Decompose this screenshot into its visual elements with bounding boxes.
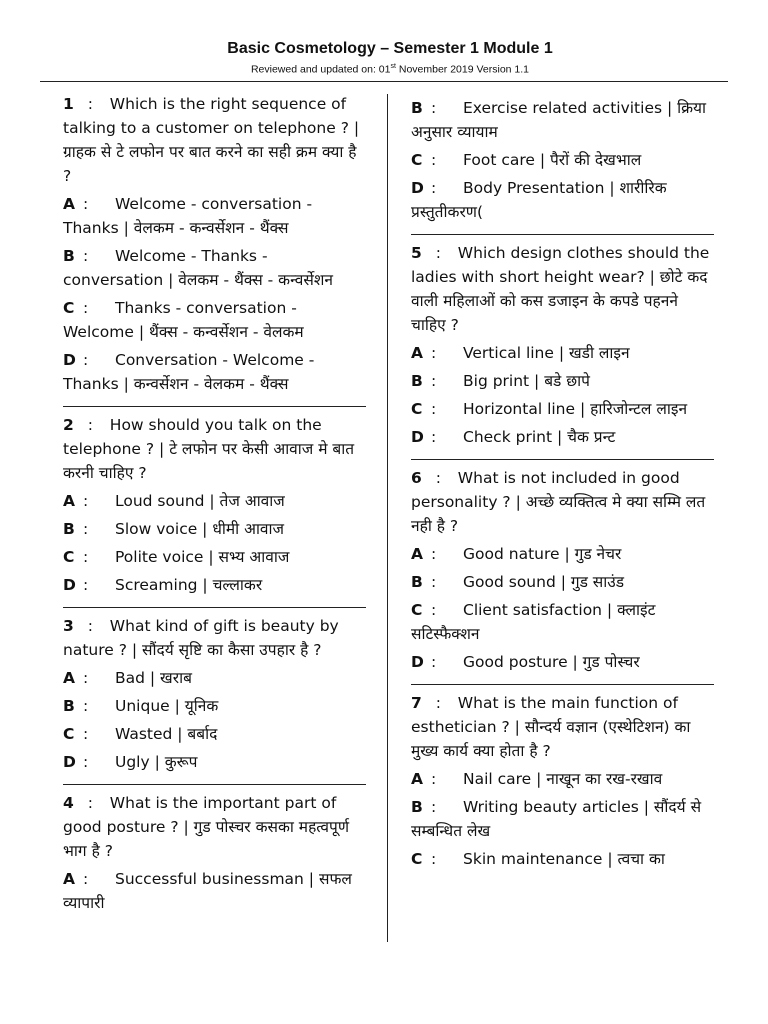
answer-option — [411, 598, 714, 646]
answer-option — [63, 750, 366, 774]
option-colon: : — [431, 99, 437, 117]
question-block — [411, 234, 714, 449]
answer-option — [63, 348, 366, 396]
answer-option — [411, 425, 714, 449]
option-key: A — [63, 669, 75, 687]
right-column — [411, 92, 714, 877]
question-colon: : — [87, 416, 94, 434]
option-text: Client satisfaction | क्लाइंट सटिस्फैक्शन — [411, 601, 656, 643]
subtitle-superscript: st — [390, 63, 396, 70]
option-text: Slow voice | धीमी आवाज — [115, 520, 285, 538]
option-colon: : — [83, 195, 89, 213]
answer-option — [63, 192, 366, 240]
answer-option — [411, 148, 714, 172]
question-number: 5 — [411, 244, 422, 262]
option-text: Successful businessman | सफल व्यापारी — [63, 870, 352, 912]
option-key: D — [63, 351, 76, 369]
question-text: Which design clothes should the ladies with short height wear? | छोटे कद वाली महिलाओं को कस डजाइन के कपडे पहनने चाहिए ? — [411, 244, 710, 334]
question-stem — [411, 466, 714, 538]
answer-option — [63, 722, 366, 746]
question-number: 4 — [63, 794, 74, 812]
question-number: 1 — [63, 95, 74, 113]
option-text: Ugly | कुरूप — [115, 753, 198, 771]
option-key: B — [411, 798, 423, 816]
option-key: A — [411, 344, 423, 362]
option-key: B — [63, 697, 75, 715]
question-colon: : — [435, 469, 442, 487]
subtitle-prefix: Reviewed and updated on: 01 — [250, 63, 391, 76]
option-key: D — [63, 753, 76, 771]
question-block — [411, 96, 714, 224]
question-colon: : — [87, 794, 94, 812]
option-text: Vertical line | खडी लाइन — [463, 344, 630, 362]
answer-option — [411, 767, 714, 791]
answer-option — [411, 542, 714, 566]
option-colon: : — [431, 798, 437, 816]
question-number: 6 — [411, 469, 422, 487]
question-text: How should you talk on the telephone ? | टे लफोन पर केसी आवाज मे बात करनी चाहिए ? — [63, 416, 355, 482]
answer-option — [411, 397, 714, 421]
answer-option — [411, 650, 714, 674]
option-text: Big print | बडे छापे — [463, 372, 590, 390]
document-header — [0, 40, 768, 76]
question-stem — [63, 92, 366, 188]
option-text: Wasted | बर्बाद — [115, 725, 218, 743]
header-divider — [40, 81, 728, 82]
question-block — [63, 784, 366, 915]
answer-option — [411, 369, 714, 393]
answer-option — [63, 545, 366, 569]
option-key: A — [63, 195, 75, 213]
answer-option — [63, 489, 366, 513]
option-text: Thanks - conversation - Welcome | थैंक्स - कन्वर्सेशन - वेलकम — [63, 299, 304, 341]
document-subtitle — [12, 63, 768, 76]
question-colon: : — [435, 694, 442, 712]
answer-option — [63, 666, 366, 690]
answer-option — [411, 847, 714, 871]
question-text: What is not included in good personality ? | अच्छे व्यक्तित्व मे क्या सम्मि लत नही है ? — [411, 469, 706, 535]
question-block — [411, 459, 714, 674]
option-colon: : — [431, 372, 437, 390]
option-key: C — [411, 601, 423, 619]
option-key: D — [63, 576, 76, 594]
option-text: Conversation - Welcome - Thanks | कन्वर्सेशन - वेलकम - थैंक्स — [63, 351, 315, 393]
option-text: Check print | चैक प्रन्ट — [463, 428, 616, 446]
question-colon: : — [87, 95, 94, 113]
question-block — [411, 684, 714, 871]
option-key: B — [411, 372, 423, 390]
option-colon: : — [83, 520, 89, 538]
option-text: Skin maintenance | त्वचा का — [463, 850, 665, 868]
option-key: C — [411, 151, 423, 169]
option-colon: : — [431, 344, 437, 362]
option-text: Body Presentation | शारीरिक प्रस्तुतीकरण( — [411, 179, 667, 221]
question-block — [63, 607, 366, 774]
option-key: D — [411, 653, 424, 671]
option-text: Writing beauty articles | सौंदर्य से सम्बन्धित लेख — [411, 798, 702, 840]
option-colon: : — [83, 725, 89, 743]
answer-option — [411, 570, 714, 594]
answer-option — [411, 176, 714, 224]
option-text: Unique | यूनिक — [115, 697, 219, 715]
option-colon: : — [83, 492, 89, 510]
option-colon: : — [83, 548, 89, 566]
option-colon: : — [83, 576, 89, 594]
option-key: B — [411, 99, 423, 117]
option-colon: : — [431, 653, 437, 671]
question-stem — [411, 241, 714, 337]
option-key: C — [411, 850, 423, 868]
answer-option — [63, 867, 366, 915]
left-column — [63, 92, 366, 921]
option-colon: : — [431, 151, 437, 169]
option-colon: : — [83, 697, 89, 715]
option-text: Good nature | गुड नेचर — [463, 545, 622, 563]
option-key: A — [411, 770, 423, 788]
option-text: Nail care | नाखून का रख-रखाव — [463, 770, 663, 788]
option-colon: : — [431, 573, 437, 591]
option-colon: : — [431, 850, 437, 868]
question-stem — [411, 691, 714, 763]
option-key: D — [411, 179, 424, 197]
answer-option — [63, 517, 366, 541]
option-key: B — [63, 247, 75, 265]
option-text: Screaming | चल्लाकर — [115, 576, 263, 594]
option-colon: : — [431, 545, 437, 563]
option-key: D — [411, 428, 424, 446]
question-text: What kind of gift is beauty by nature ? | सौंदर्य सृष्टि का कैसा उपहार है ? — [63, 617, 339, 659]
option-text: Welcome - conversation - Thanks | वेलकम - कन्वर्सेशन - थैंक्स — [63, 195, 313, 237]
option-colon: : — [431, 770, 437, 788]
option-colon: : — [431, 428, 437, 446]
answer-option — [411, 341, 714, 365]
option-key: B — [63, 520, 75, 538]
option-key: C — [63, 548, 75, 566]
answer-option — [63, 296, 366, 344]
option-text: Bad | खराब — [115, 669, 192, 687]
question-block — [63, 406, 366, 597]
option-text: Exercise related activities | क्रिया अनुसार व्यायाम — [411, 99, 707, 141]
option-colon: : — [83, 753, 89, 771]
answer-option — [63, 694, 366, 718]
document-title: Basic Cosmetology – Semester 1 Module 1 — [227, 40, 553, 57]
option-colon: : — [431, 601, 437, 619]
option-text: Loud sound | तेज आवाज — [115, 492, 285, 510]
question-text: Which is the right sequence of talking to a customer on telephone ? | ग्राहक से टे लफोन पर बात करने का सही क्रम क्या है ? — [63, 95, 360, 185]
option-key: A — [63, 870, 75, 888]
question-number: 3 — [63, 617, 74, 635]
option-colon: : — [431, 400, 437, 418]
option-colon: : — [431, 179, 437, 197]
question-number: 7 — [411, 694, 422, 712]
option-text: Polite voice | सभ्य आवाज — [115, 548, 290, 566]
question-colon: : — [435, 244, 442, 262]
option-text: Horizontal line | हारिजोन्टल लाइन — [463, 400, 688, 418]
option-text: Good sound | गुड साउंड — [463, 573, 625, 591]
question-block — [63, 92, 366, 396]
question-text: What is the main function of esthetician ? | सौन्दर्य वज्ञान (एस्थेटिशन) का मुख्य कार्य क्या होता है ? — [411, 694, 691, 760]
option-key: C — [63, 299, 75, 317]
option-text: Foot care | पैरों की देखभाल — [463, 151, 642, 169]
answer-option — [411, 96, 714, 144]
option-colon: : — [83, 870, 89, 888]
option-text: Good posture | गुड पोस्चर — [463, 653, 640, 671]
answer-option — [63, 244, 366, 292]
question-text: What is the important part of good posture ? | गुड पोस्चर कसका महत्वपूर्ण भाग है ? — [63, 794, 350, 860]
option-colon: : — [83, 247, 89, 265]
column-divider — [387, 94, 388, 942]
option-key: C — [411, 400, 423, 418]
question-stem — [63, 413, 366, 485]
option-key: A — [63, 492, 75, 510]
option-key: B — [411, 573, 423, 591]
question-number: 2 — [63, 416, 74, 434]
option-key: C — [63, 725, 75, 743]
option-text: Welcome - Thanks - conversation | वेलकम - थैंक्स - कन्वर्सेशन — [63, 247, 333, 289]
question-stem — [63, 791, 366, 863]
option-colon: : — [83, 669, 89, 687]
question-colon: : — [87, 617, 94, 635]
subtitle-suffix: November 2019 Version 1.1 — [395, 63, 530, 76]
answer-option — [63, 573, 366, 597]
question-stem — [63, 614, 366, 662]
answer-option — [411, 795, 714, 843]
option-colon: : — [83, 351, 89, 369]
option-colon: : — [83, 299, 89, 317]
option-key: A — [411, 545, 423, 563]
